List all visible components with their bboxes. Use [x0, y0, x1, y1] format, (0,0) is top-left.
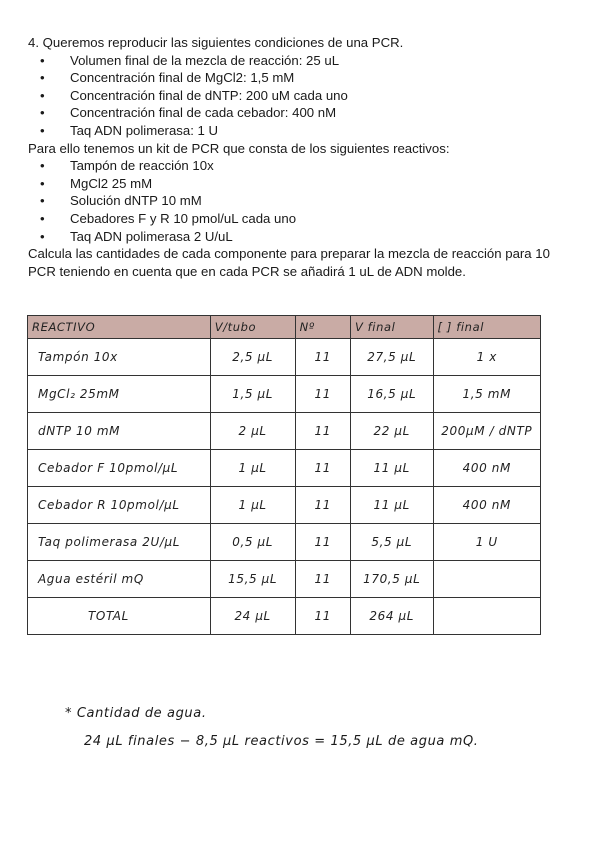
list-item: • Concentración final de cada cebador: 400 nM [28, 104, 578, 122]
kit-list [28, 157, 578, 245]
water-note-title: * Cantidad de agua. [65, 706, 207, 721]
cell-vtubo: 24 µL [210, 598, 295, 635]
table-row [28, 561, 541, 598]
cell-conc: 1 U [433, 524, 540, 561]
cell-vfinal: 5,5 µL [350, 524, 433, 561]
cell-vtubo: 15,5 µL [210, 561, 295, 598]
table-row [28, 450, 541, 487]
header-conc-final: [ ] final [433, 316, 540, 339]
cell-vfinal: 27,5 µL [350, 339, 433, 376]
cell-n: 11 [295, 413, 350, 450]
cell-reactivo: Cebador F 10pmol/µL [28, 450, 211, 487]
list-item: • Tampón de reacción 10x [28, 157, 578, 175]
cell-vtubo: 1 µL [210, 487, 295, 524]
cell-reactivo: Taq polimerasa 2U/µL [28, 524, 211, 561]
header-vfinal: V final [350, 316, 433, 339]
list-item: • MgCl2 25 mM [28, 175, 578, 193]
cell-reactivo: TOTAL [28, 598, 211, 635]
kit-intro: Para ello tenemos un kit de PCR que consta de los siguientes reactivos: [28, 140, 450, 156]
list-item: • Volumen final de la mezcla de reacción: 25 uL [28, 52, 578, 70]
pcr-table [27, 315, 541, 635]
table-row [28, 339, 541, 376]
cell-n: 11 [295, 376, 350, 413]
conditions-list [28, 52, 578, 140]
cell-vfinal: 264 µL [350, 598, 433, 635]
list-item: • Concentración final de MgCl2: 1,5 mM [28, 69, 578, 87]
cell-conc: 1,5 mM [433, 376, 540, 413]
header-vtubo: V/tubo [210, 316, 295, 339]
water-note-calculation: 24 µL finales − 8,5 µL reactivos = 15,5 µL de agua mQ. [84, 734, 479, 749]
cell-n: 11 [295, 524, 350, 561]
list-item: • Concentración final de dNTP: 200 uM cada uno [28, 87, 578, 105]
list-item: • Taq ADN polimerasa 2 U/uL [28, 228, 578, 246]
cell-n: 11 [295, 598, 350, 635]
table-row [28, 413, 541, 450]
cell-vfinal: 22 µL [350, 413, 433, 450]
cell-conc [433, 561, 540, 598]
cell-conc: 200µM / dNTP [433, 413, 540, 450]
cell-n: 11 [295, 339, 350, 376]
cell-conc [433, 598, 540, 635]
cell-n: 11 [295, 450, 350, 487]
cell-conc: 400 nM [433, 450, 540, 487]
cell-vtubo: 0,5 µL [210, 524, 295, 561]
cell-vfinal: 11 µL [350, 450, 433, 487]
table-row [28, 524, 541, 561]
cell-vfinal: 170,5 µL [350, 561, 433, 598]
header-reactivo: REACTIVO [28, 316, 211, 339]
cell-vtubo: 2,5 µL [210, 339, 295, 376]
list-item: • Solución dNTP 10 mM [28, 192, 578, 210]
cell-reactivo: MgCl₂ 25mM [28, 376, 211, 413]
cell-reactivo: Cebador R 10pmol/µL [28, 487, 211, 524]
list-item: • Taq ADN polimerasa: 1 U [28, 122, 578, 140]
problem-statement [28, 34, 578, 280]
table-row [28, 376, 541, 413]
problem-heading: 4. Queremos reproducir las siguientes condiciones de una PCR. [28, 35, 404, 50]
cell-reactivo: Tampón 10x [28, 339, 211, 376]
header-n: Nº [295, 316, 350, 339]
cell-n: 11 [295, 487, 350, 524]
list-item: • Cebadores F y R 10 pmol/uL cada uno [28, 210, 578, 228]
cell-reactivo: dNTP 10 mM [28, 413, 211, 450]
cell-vtubo: 1 µL [210, 450, 295, 487]
cell-conc: 400 nM [433, 487, 540, 524]
table-row-total [28, 598, 541, 635]
cell-vtubo: 2 µL [210, 413, 295, 450]
cell-vfinal: 11 µL [350, 487, 433, 524]
table-header-row [28, 316, 541, 339]
task-text: Calcula las cantidades de cada componente para preparar la mezcla de reacción para 10 PCR teniendo en cuenta que en cada PCR se añadirá 1 uL de ADN molde. [28, 246, 550, 279]
table-row [28, 487, 541, 524]
cell-n: 11 [295, 561, 350, 598]
cell-vfinal: 16,5 µL [350, 376, 433, 413]
cell-reactivo: Agua estéril mQ [28, 561, 211, 598]
cell-conc: 1 x [433, 339, 540, 376]
cell-vtubo: 1,5 µL [210, 376, 295, 413]
